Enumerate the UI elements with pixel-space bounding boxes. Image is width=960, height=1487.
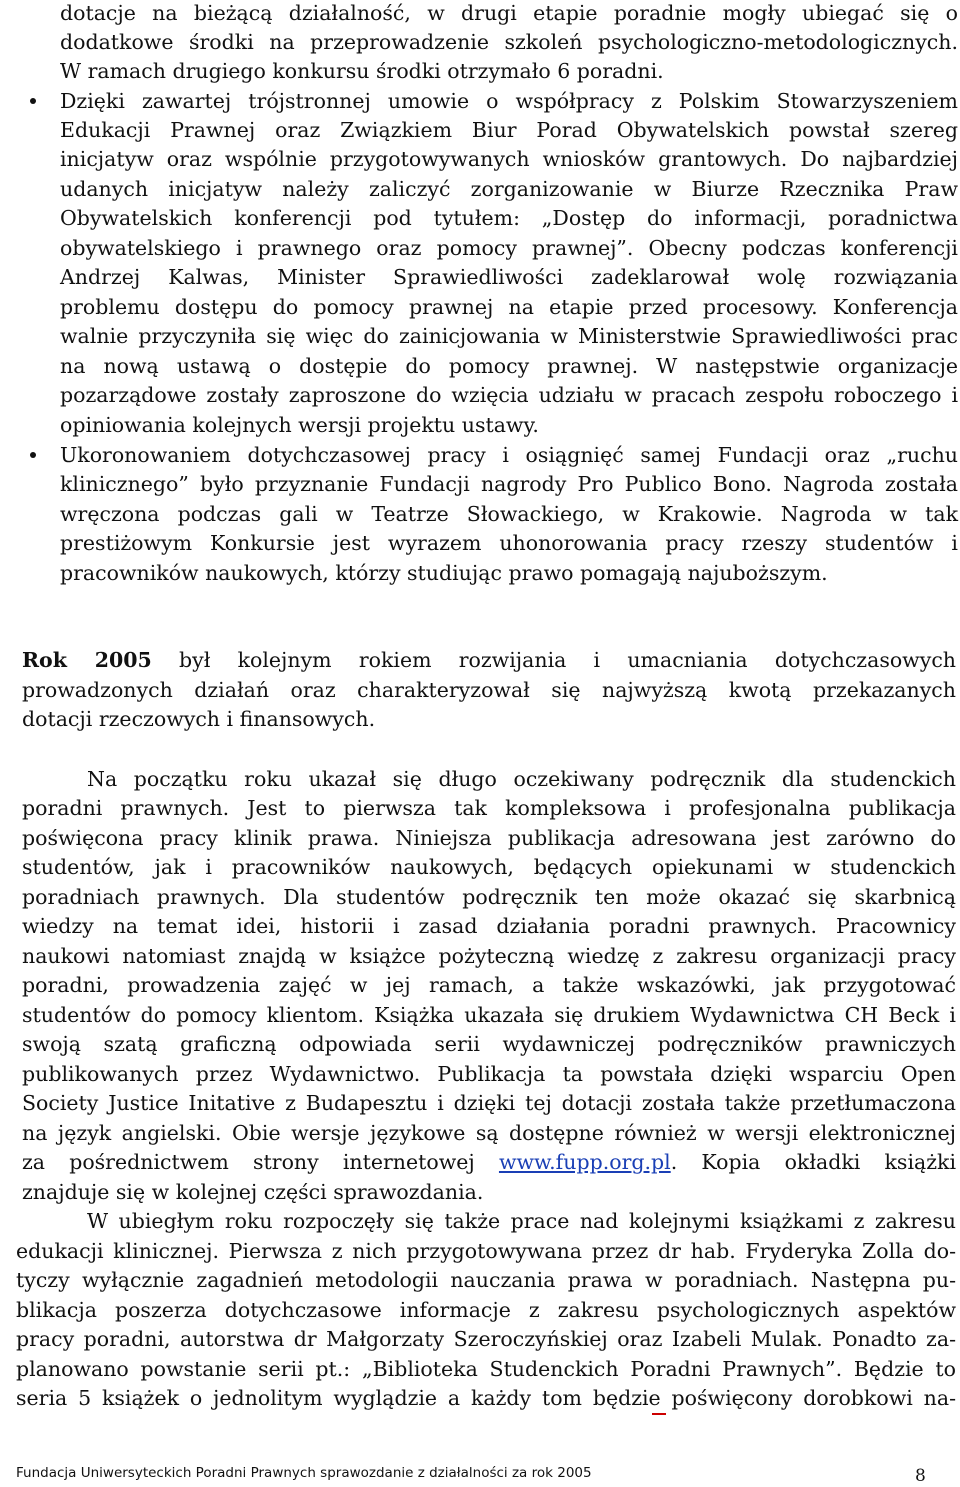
- website-link[interactable]: www.fupp.org.pl: [498, 1150, 671, 1174]
- text-line: Obywatelskich konferencji pod tytułem: „Dostęp do informacji, poradnictwa: [60, 206, 958, 230]
- text-line: walnie przyczyniła się więc do zainicjowania w Ministerstwie Sprawiedliwości prac: [60, 324, 958, 348]
- text-line: pracy poradni, autorstwa dr Małgorzaty Szeroczyńskiej oraz Izabeli Mulak. Ponadto za-: [16, 1327, 956, 1351]
- text-line: problemu dostępu do pomocy prawnej na etapie przed procesowy. Konferencja: [60, 295, 958, 319]
- text-line: Edukacji Prawnej oraz Związkiem Biur Porad Obywatelskich powstał szereg: [60, 118, 958, 142]
- text-line: pozarządowe zostały zaproszone do wzięcia udziału w pracach zespołu roboczego i: [60, 383, 958, 407]
- text-line: obywatelskiego i prawnego oraz pomocy prawnej”. Obecny podczas konferencji: [60, 236, 958, 260]
- text-line: Dzięki zawartej trójstronnej umowie o współpracy z Polskim Stowarzyszeniem: [60, 89, 958, 113]
- text-line: blikacja poszerza dotychczasowe informacje z zakresu psychologicznych aspektów: [16, 1298, 956, 1322]
- text-line: naukowi natomiast znajdą w książce pożyteczną wiedzę z zakresu organizacji pracy: [22, 944, 956, 968]
- text-line: W ubiegłym roku rozpoczęły się także prace nad kolejnymi książkami z zakresu: [87, 1209, 956, 1233]
- text-span: . Kopia okładki książki: [670, 1150, 956, 1174]
- text-line: znajduje się w kolejnej części sprawozdania.: [22, 1180, 484, 1204]
- text-line: klinicznego” było przyznanie Fundacji nagrody Pro Publico Bono. Nagroda została: [60, 472, 958, 496]
- text-line: opiniowania kolejnych wersji projektu ustawy.: [60, 413, 539, 437]
- text-line: poradniach prawnych. Dla studentów podręcznik ten może okazać się skarbnicą: [22, 885, 956, 909]
- text-span: za pośrednictwem strony internetowej: [22, 1150, 499, 1174]
- bullet-icon: [30, 98, 36, 104]
- page-number: 8: [915, 1466, 926, 1486]
- text-line: poradni prawnych. Jest to pierwsza tak kompleksowa i profesjonalna publikacja: [22, 796, 956, 820]
- text-line: pracowników naukowych, którzy studiując prawo pomagają najuboższym.: [60, 561, 828, 585]
- text-line: tyczy wyłącznie zagadnień metodologii nauczania prawa w poradniach. Następna pu-: [16, 1268, 956, 1292]
- text-line: udanych inicjatyw należy zaliczyć zorganizowanie w Biurze Rzecznika Praw: [60, 177, 958, 201]
- footer-text: Fundacja Uniwersyteckich Poradni Prawnych sprawozdanie z działalności za rok 2005: [16, 1465, 592, 1481]
- text-line: na język angielski. Obie wersje językowe są dostępne również w wersji elektronicznej: [22, 1121, 956, 1145]
- text-line: dotacji rzeczowych i finansowych.: [22, 707, 376, 731]
- text-line: prestiżowym Konkursie jest wyrazem uhonorowania pracy rzeszy studentów i: [60, 531, 958, 555]
- text-line: W ramach drugiego konkursu środki otrzymało 6 poradni.: [60, 59, 664, 83]
- text-line: publikowanych przez Wydawnictwo. Publikacja ta powstała dzięki wsparciu Open: [22, 1062, 956, 1086]
- text-line: planowano powstanie serii pt.: „Biblioteka Studenckich Poradni Prawnych”. Będzie to: [16, 1357, 956, 1381]
- text-line: Andrzej Kalwas, Minister Sprawiedliwości zadeklarował wolę rozwiązania: [60, 265, 958, 289]
- revision-mark: [652, 1413, 666, 1415]
- text-line: wiedzy na temat idei, historii i zasad działania poradni prawnych. Pracownicy: [22, 914, 956, 938]
- text-span: był kolejnym rokiem rozwijania i umacniania dotychczasowych: [151, 648, 956, 672]
- bullet-icon: [30, 452, 36, 458]
- text-line: poradni, prowadzenia zajęć w jej ramach, a także wskazówki, jak przygotować: [22, 973, 956, 997]
- text-line: Ukoronowaniem dotychczasowej pracy i osiągnięć samej Fundacji oraz „ruchu: [60, 443, 958, 467]
- year-bold: Rok 2005: [22, 648, 152, 672]
- text-line: Society Justice Initative z Budapesztu i dzięki tej dotacji została także przetłumaczona: [22, 1091, 956, 1115]
- text-line: wręczona podczas gali w Teatrze Słowackiego, w Krakowie. Nagroda w tak: [60, 502, 958, 526]
- text-line: dodatkowe środki na przeprowadzenie szkoleń psychologiczno-metodologicznych.: [60, 30, 958, 54]
- year-paragraph-first-line: [22, 645, 956, 675]
- text-line: Na początku roku ukazał się długo oczekiwany podręcznik dla studenckich: [87, 767, 956, 791]
- text-line: dotacje na bieżącą działalność, w drugi etapie poradnie mogły ubiegać się o: [60, 1, 958, 25]
- text-line: studentów do pomocy klientom. Książka ukazała się drukiem Wydawnictwa CH Beck i: [22, 1003, 956, 1027]
- text-line: prowadzonych działań oraz charakteryzował się najwyższą kwotą przekazanych: [22, 678, 956, 702]
- text-line: edukacji klinicznej. Pierwsza z nich przygotowywana przez dr hab. Fryderyka Zolla do-: [16, 1239, 956, 1263]
- text-line: swoją szatą graficzną odpowiada serii wydawniczej podręczników prawniczych: [22, 1032, 956, 1056]
- link-line: [22, 1147, 956, 1177]
- text-line: studentów, jak i pracowników naukowych, będących opiekunami w studenckich: [22, 855, 956, 879]
- text-line: na nową ustawą o dostępie do pomocy prawnej. W następstwie organizacje: [60, 354, 958, 378]
- text-line: seria 5 książek o jednolitym wyglądzie a każdy tom będzie poświęcony dorobkowi na-: [16, 1386, 956, 1410]
- text-line: poświęcona pracy klinik prawa. Niniejsza publikacja adresowana jest zarówno do: [22, 826, 956, 850]
- text-line: inicjatyw oraz wspólnie przygotowywanych wniosków grantowych. Do najbardziej: [60, 147, 958, 171]
